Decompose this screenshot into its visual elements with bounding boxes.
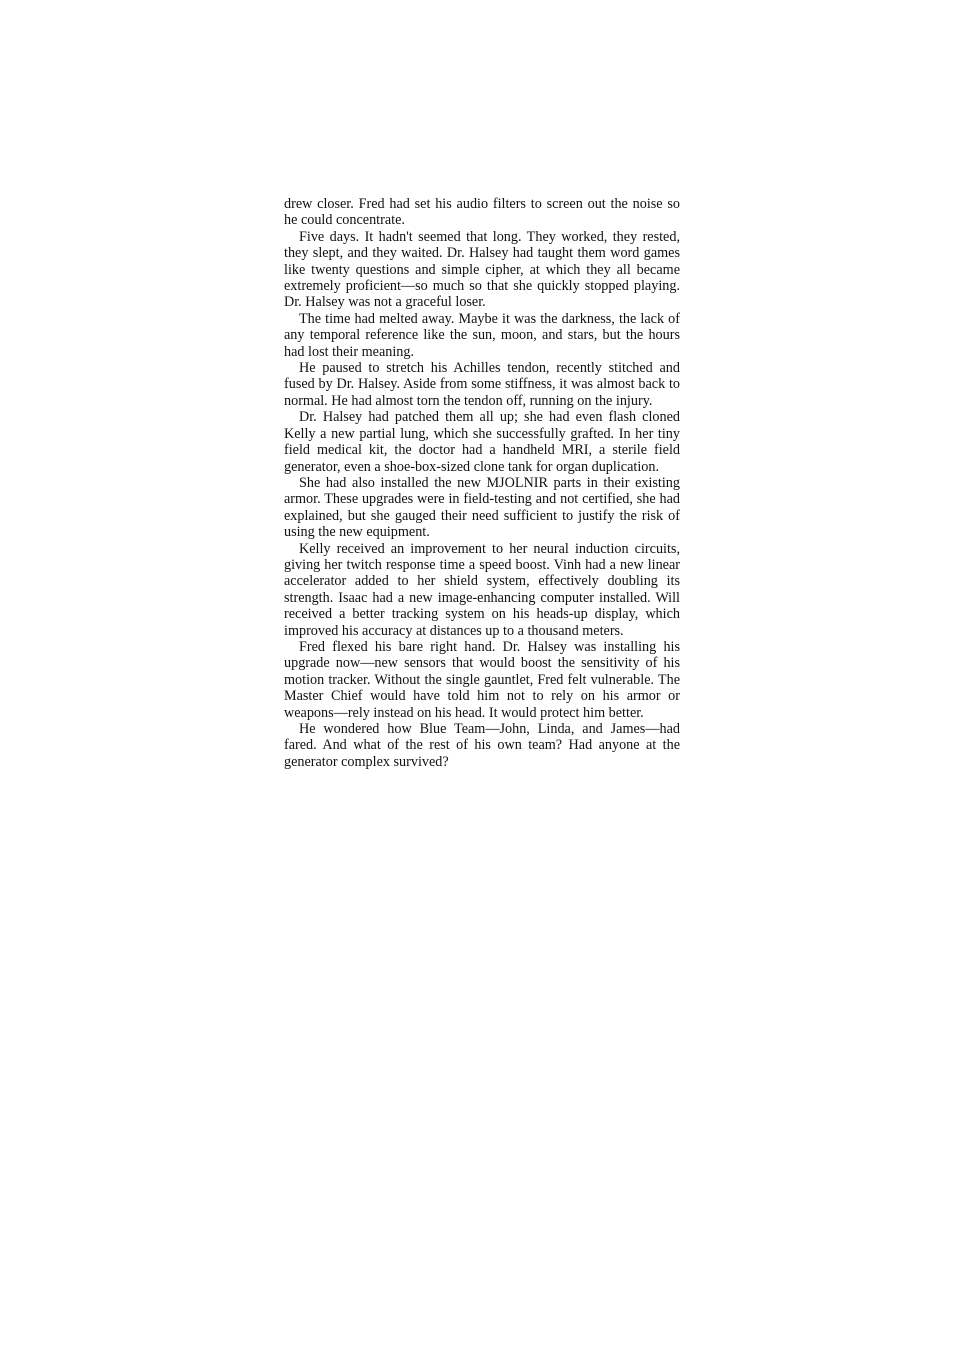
paragraph: The time had melted away. Maybe it was the darkness, the lack of any temporal reference like the sun, moon, and stars, but the hours had lost their meaning. [284,310,680,360]
body-text [284,196,680,770]
paragraph: Dr. Halsey had patched them all up; she had even flash cloned Kelly a new partial lung, which she successfully grafted. In her tiny field medical kit, the doctor had a handheld MRI, a sterile field generator, even a shoe-box-sized clone tank for organ duplication. [284,409,680,475]
paragraph: He paused to stretch his Achilles tendon, recently stitched and fused by Dr. Halsey. Aside from some stiffness, it was almost back to normal. He had almost torn the tendon off, running on the injury. [284,360,680,409]
paragraph: Kelly received an improvement to her neural induction circuits, giving her twitch response time a speed boost. Vinh had a new linear accelerator added to her shield system, effectively doubling its strength. Isaac had a new image-enhancing computer installed. Will received a better tracking system on his heads-up display, which improved his accuracy at distances up to a thousand meters. [284,540,680,639]
paragraph-continuation: drew closer. Fred had set his audio filters to screen out the noise so he could concentrate. [284,196,680,229]
paragraph: He wondered how Blue Team—John, Linda, and James—had fared. And what of the rest of his own team? Had anyone at the generator complex survived? [284,721,680,770]
paragraph: Fred flexed his bare right hand. Dr. Halsey was installing his upgrade now—new sensors that would boost the sensitivity of his motion tracker. Without the single gauntlet, Fred felt vulnerable. The Master Chief would have told him not to rely on his armor or weapons—rely instead on his head. It would protect him better. [284,638,680,721]
paragraph: She had also installed the new MJOLNIR parts in their existing armor. These upgrades were in field-testing and not certified, she had explained, but she gauged their need sufficient to justify the risk of using the new equipment. [284,474,680,541]
paragraph: Five days. It hadn't seemed that long. They worked, they rested, they slept, and they waited. Dr. Halsey had taught them word games like twenty questions and simple cipher, at which they all became extremely proficient—so much so that she quickly stopped playing. Dr. Halsey was not a graceful loser. [284,228,680,311]
